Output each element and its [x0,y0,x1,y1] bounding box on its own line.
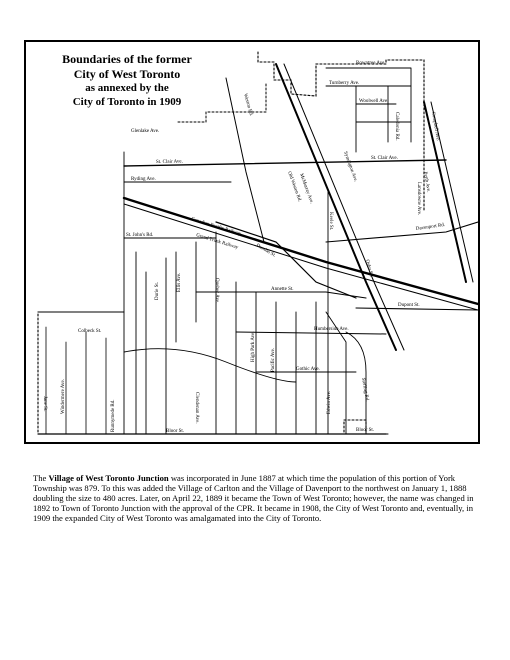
street-label-sterling: Sterling Rd. [360,377,370,403]
railway-line [284,64,404,350]
caption-bold-name: Village of West Toronto Junction [48,472,169,483]
street-label-woolwell: Woolwell Ave. [359,99,389,104]
street-label-symington: Symington Ave. [342,150,358,183]
street-label-runnymede: Runnymede Rd. [111,399,116,432]
street-label-mcmurray: McMurray Ave. [298,172,314,205]
street-label-weston: Weston Rd. [242,93,254,117]
railway-line [124,204,478,310]
road-line [124,152,216,434]
road-line [356,308,478,310]
street-label-bloor-east: Bloor St. [356,428,375,433]
street-label-old-weston: Old Weston Rd. [286,170,302,203]
street-label-humberside: Humberside Ave. [314,327,349,332]
street-label-gtr: Grand Trunk Railway [195,233,239,251]
street-label-osler: Osler St. [364,259,374,278]
map-title-line-3: as annexed by the [85,82,169,94]
street-label-campbell: Campbell Ave. [430,111,441,142]
street-label-high-park: High Park Ave. [251,331,256,362]
map-frame [24,40,480,444]
street-label-durie: Durie St. [155,281,160,300]
road-line [236,332,386,334]
street-label-pacific: Pacific Ave. [271,347,276,372]
street-label-turnberry: Turnberry Ave. [329,81,360,86]
street-label-st-clair: St. Clair Ave. [155,159,183,165]
street-label-bloor: Bloor St. [166,429,185,434]
street-label-st-clair-east: St. Clair Ave. [371,156,398,161]
street-label-perth: Perth Ave. [422,171,431,193]
street-label-quebec: Quebec Ave. [214,278,219,304]
street-label-st-johns: St. John's Rd. [126,233,154,238]
map-title [32,52,222,110]
street-label-dupont: Dupont St. [398,303,420,308]
road-line [46,327,106,434]
street-label-gothic: Gothic Ave. [296,367,320,372]
road-line [196,292,366,298]
street-label-edwin: Edwin Ave. [327,390,332,414]
street-label-glenlake: Glenlake Ave. [131,129,160,134]
road-line [236,192,328,434]
caption-paragraph [33,473,479,524]
street-label-davenport: Davenport Rd. [415,222,446,232]
street-label-windermere: Windermere Ave. [61,379,66,414]
map-title-line-4: City of Toronto in 1909 [72,95,182,108]
street-label-jane: Jane St. [42,396,47,412]
street-label-clendenan: Clendenan Ave. [194,392,199,424]
street-label-colbeck: Colbeck St. [78,329,102,334]
railway-line [276,64,396,350]
street-label-keele: Keele St. [328,212,333,231]
railway-line [424,102,466,282]
street-label-lansdowne: Lansdowne Ave. [416,182,421,216]
street-label-ellis: Ellis Ave. [177,272,182,292]
street-label-rowntree: Rowntree Ave. [356,61,386,66]
caption-body: was incorporated in June 1887 at which time the population of this portion of York Township was 879. To this was added the Village of Carlton and the Village of Davenport to the northwest on January 1, 1888 doubling the size to 480 acres. Later, on April 22, 1889 it became the Town of West Toronto; however, the name was changed in 1892 to Town of Toronto Junction with the approval of the CPR. It became in 1908, the City of West Toronto and, eventually, in 1909 the expanded City of West Toronto was amalgamated into the City of Toronto. [33,472,474,524]
street-label-annette: Annette St. [271,287,294,292]
street-label-cpr: Canadian Pacific Railway [190,217,242,238]
map-title-line-2: City of West Toronto [73,67,181,81]
street-label-dundas: Dundas St. [255,243,277,259]
caption-lead: The [33,472,49,483]
map-title-line-1: Boundaries of the former [62,52,192,66]
street-label-caledonia: Caledonia Rd. [394,112,399,141]
street-label-ryding: Ryding Ave. [131,177,156,182]
